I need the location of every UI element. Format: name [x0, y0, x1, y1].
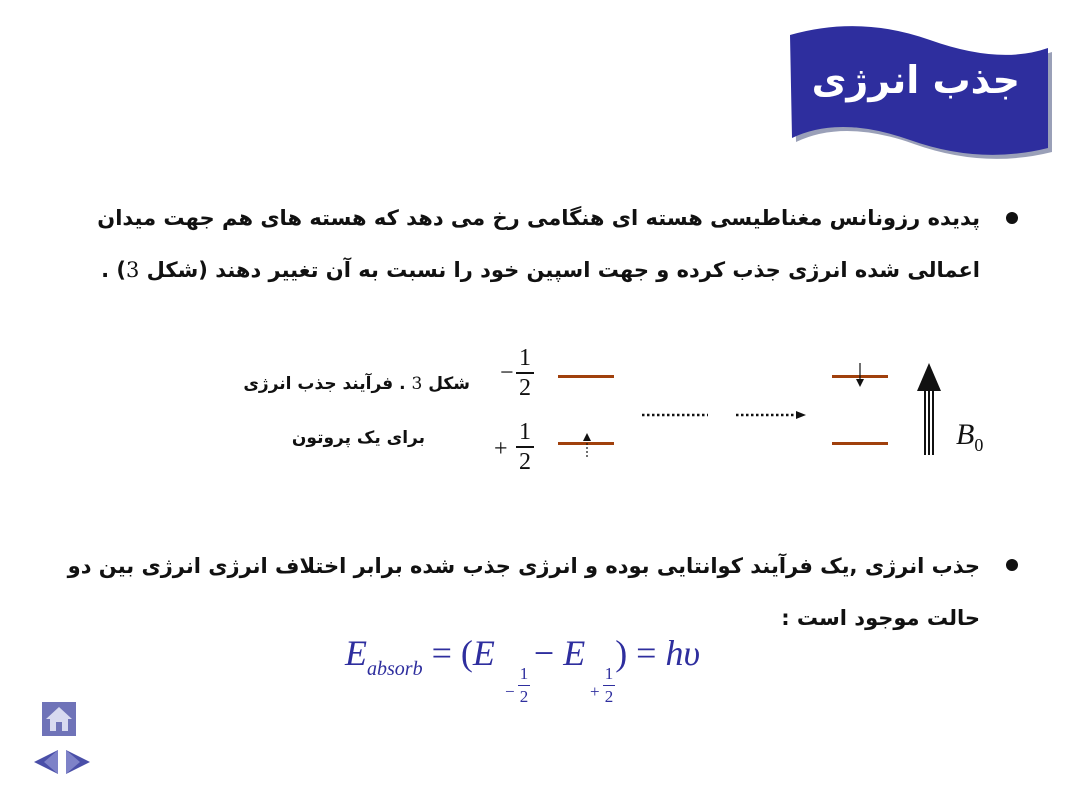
- spin-down-arrow: [856, 363, 864, 387]
- paragraph-1-line-1: پدیده رزونانس مغناطیسی هسته ای هنگامی رخ می دهد که هسته های هم جهت میدان: [97, 206, 980, 230]
- eq-sub1-bar: [518, 685, 530, 686]
- spin-up-arrow: [583, 433, 591, 457]
- eq-e-minus-half: E: [472, 633, 495, 673]
- eq-sub2-fraction: [603, 664, 615, 707]
- bullet-2: [1006, 559, 1018, 571]
- upper-frac-bar: [516, 372, 534, 374]
- caption-suffix: . فرآیند جذب انرژی: [243, 374, 406, 394]
- eq-nu: υ: [683, 633, 701, 673]
- caption-number: 3: [411, 374, 423, 394]
- next-arrow-icon: [64, 748, 92, 776]
- paragraph-1-line-2-text: اعمالی شده انرژی جذب کرده و جهت اسپین خود را نسبت به آن تغییر دهند (شکل: [146, 258, 980, 282]
- eq-sub1-sign: −: [505, 682, 515, 701]
- paragraph-1-line-2-end: ) .: [101, 258, 126, 282]
- eq-h: h: [665, 633, 684, 673]
- eq-sub2-den: 2: [604, 687, 614, 706]
- eq-sub1-fraction: [518, 664, 530, 707]
- eq-sub-absorb: absorb: [367, 658, 423, 680]
- upper-level-fraction: [516, 345, 534, 401]
- upper-frac-den: 2: [519, 374, 531, 401]
- transition-arrow: [736, 411, 806, 419]
- eq-sub2-num: 1: [604, 664, 614, 683]
- home-button[interactable]: [42, 702, 76, 736]
- upper-level-sign: −: [500, 360, 514, 386]
- page-title: جذب انرژی: [811, 58, 1020, 102]
- field-label-sub: 0: [974, 435, 984, 455]
- figure-ref-number: 3: [125, 258, 140, 282]
- paragraph-1-line-2: [40, 244, 980, 296]
- paragraph-2-line-2: حالت موجود است :: [781, 606, 980, 630]
- figure-caption-line-1: [170, 374, 470, 394]
- eq-sub1-num: 1: [519, 664, 529, 683]
- eq-e-absorb: E: [345, 633, 367, 673]
- eq-close-equals: ) =: [615, 633, 666, 673]
- lower-frac-bar: [516, 446, 534, 448]
- upper-frac-num: 1: [519, 345, 531, 371]
- lower-frac-den: 2: [519, 448, 531, 475]
- bullet-1: [1006, 212, 1018, 224]
- eq-minus: −: [524, 633, 564, 673]
- lower-level-sign: +: [494, 436, 508, 462]
- paragraph-2-line-1: جذب انرژی ,یک فرآیند کوانتایی بوده و انرژی جذب شده برابر اختلاف انرژی انرژی بین دو: [67, 554, 980, 578]
- eq-equals-open: = (: [422, 633, 473, 673]
- eq-sub1-den: 2: [519, 687, 529, 706]
- lower-level-fraction: [516, 419, 534, 475]
- spin-diagram-arrows: [560, 355, 1010, 475]
- field-arrow: [917, 363, 941, 455]
- prev-slide-button[interactable]: [32, 748, 60, 780]
- eq-sub2-sign: +: [590, 682, 600, 701]
- caption-prefix: شکل: [428, 374, 470, 394]
- figure-caption-line-2: برای یک پروتون: [291, 428, 425, 448]
- field-label: [956, 418, 983, 456]
- eq-e-plus-half: E: [563, 633, 586, 673]
- field-label-b: B: [956, 418, 975, 451]
- lower-frac-num: 1: [519, 419, 531, 445]
- next-slide-button[interactable]: [64, 748, 92, 780]
- home-icon: [42, 702, 76, 736]
- prev-arrow-icon: [32, 748, 60, 776]
- eq-sub2-bar: [603, 685, 615, 686]
